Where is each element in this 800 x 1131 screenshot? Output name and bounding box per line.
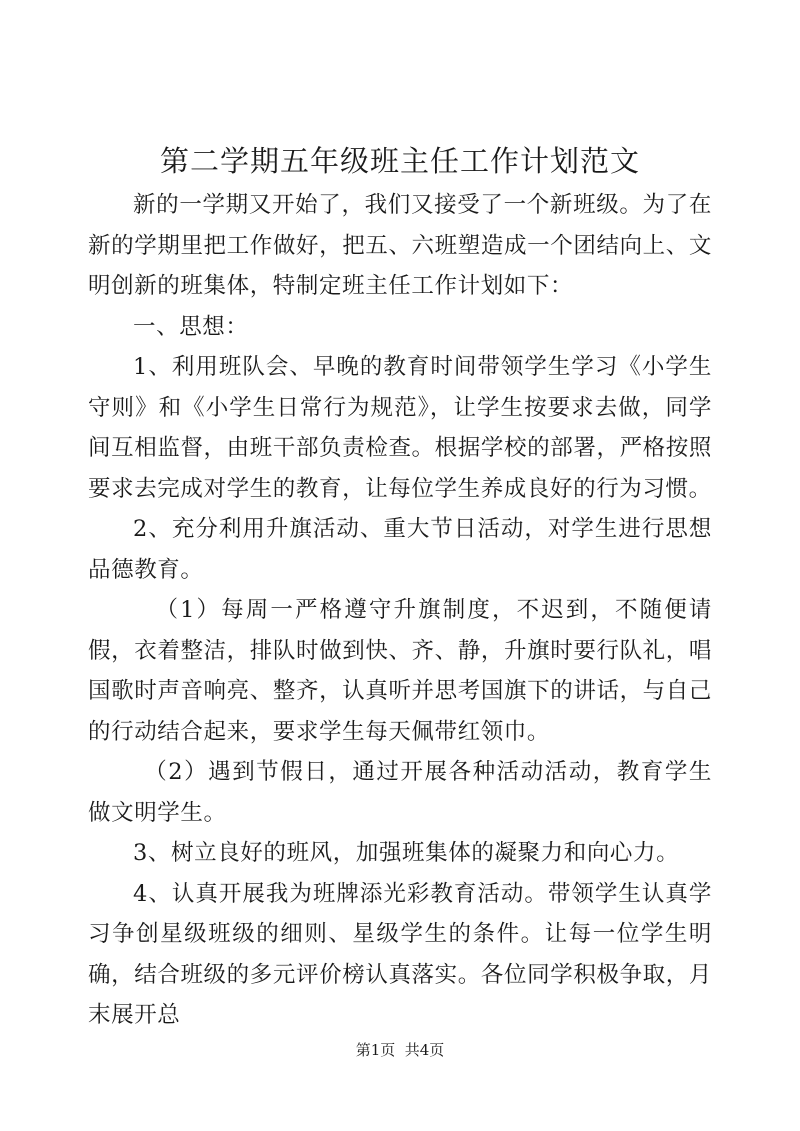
page-number-footer: 第1页 共4页 — [355, 1041, 445, 1059]
paragraph-intro: 新的一学期又开始了，我们又接受了一个新班级。为了在新的学期里把工作做好，把五、六班塑造成一个团结向上、文明创新的班集体，特制定班主任工作计划如下： — [88, 192, 712, 299]
paragraph-item-4: 4、认真开展我为班牌添光彩教育活动。带领学生认真学习争创星级班级的细则、星级学生的条件。让每一位学生明确，结合班级的多元评价榜认真落实。各位同学积极争取，月末展开总 — [88, 880, 712, 1028]
document-title: 第二学期五年级班主任工作计划范文 — [159, 144, 640, 178]
paragraph-item-3: 3、树立良好的班风，加强班集体的凝聚力和向心力。 — [133, 840, 680, 866]
section-heading-thought: 一、思想： — [133, 313, 249, 340]
document-body — [88, 185, 712, 1036]
paragraph-subitem-1: （1）每周一严格遵守升旗制度，不迟到，不随便请假，衣着整洁，排队时做到快、齐、静，升旗时要行队礼，唱国歌时声音响亮、整齐，认真听并思考国旗下的讲话，与自己的行动结合起来，要求学生每天佩带红领巾。 — [88, 597, 712, 745]
paragraph-item-2: 2、充分利用升旗活动、重大节日活动，对学生进行思想品德教育。 — [88, 516, 712, 583]
paragraph-subitem-2: （2）遇到节假日，通过开展各种活动活动，教育学生做文明学生。 — [88, 759, 712, 826]
paragraph-item-1: 1、利用班队会、早晚的教育时间带领学生学习《小学生守则》和《小学生日常行为规范》，让学生按要求去做，同学间互相监督，由班干部负责检查。根据学校的部署，严格按照要求去完成对学生的教育，让每位学生养成良好的行为习惯。 — [88, 354, 712, 502]
